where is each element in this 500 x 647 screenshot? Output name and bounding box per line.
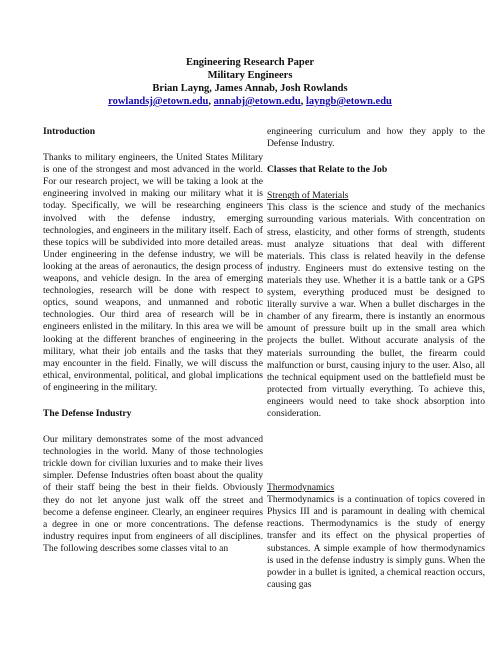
strength-of-materials-subheading: Strength of Materials xyxy=(267,190,349,202)
defense-industry-heading: The Defense Industry xyxy=(43,407,132,419)
email-link-layng[interactable]: layngb@etown.edu xyxy=(305,96,392,107)
right-column xyxy=(267,126,485,605)
paper-header xyxy=(0,56,500,108)
paper-authors: Brian Layng, James Annab, Josh Rowlands xyxy=(152,83,348,94)
email-link-annab[interactable]: annabj@etown.edu xyxy=(213,96,301,107)
email-separator: , xyxy=(300,96,306,107)
paper-title: Engineering Research Paper xyxy=(185,57,315,68)
introduction-heading: Introduction xyxy=(43,126,96,137)
email-separator: , xyxy=(208,96,214,107)
left-column xyxy=(43,126,263,569)
introduction-paragraph: Thanks to military engineers, the United States Military is one of the strongest and most advanced in the world. For our research project, we will be taking a look at the engineering involved in making our military what it is today. Specifically, we will be researching engineers involved with the defense industry, emerging technologies, and engineers in the military itself. Each of these topics will be subdivided into more detailed areas. Under engineering in the defense industry, we will be looking at the areas of aeronautics, the design process of weapons, and vehicle design. In the area of emerging technologies, research will be done with respect to optics, sound weapons, and unmanned and robotic technologies. Our third area of research will be in engineers enlisted in the military. In this area we will be looking at the different branches of engineering in the military, what their job entails and the tasks that they may encounter in the field. Finally, we will discuss the ethical, environmental, political, and global implications of engineering in the military. xyxy=(43,152,263,393)
defense-industry-paragraph: Our military demonstrates some of the most advanced technologies in the world. Many of those technologies trickle down for civilian luxuries and to make their lives simpler. Defense Industries often boast about the quality of their staff being the best in their fields. Obviously they do not let anyone just walk off the street and become a defense engineer. Clearly, an engineer requires a degree in one or more concentrations. The defense industry requires input from engineers of all disciplines. The following describes some classes vital to an xyxy=(43,434,263,554)
thermodynamics-subheading: Thermodynamics xyxy=(267,482,335,494)
email-link-rowlands[interactable]: rowlandsj@etown.edu xyxy=(108,96,209,107)
paper-subtitle: Military Engineers xyxy=(207,70,293,81)
classes-heading: Classes that Relate to the Job xyxy=(267,164,388,176)
author-emails xyxy=(0,95,500,108)
continued-paragraph: engineering curriculum and how they apply to the Defense Industry. xyxy=(267,126,485,150)
thermodynamics-paragraph: Thermodynamics is a continuation of topics covered in Physics III and is paramount in dealing with chemical reactions. Thermodynamics is the study of energy transfer and its effect on the physical properties of substances. A simple example of how thermodynamics is used in the defense industry is simply guns. When the powder in a bullet is ignited, a chemical reaction occurs, causing gas xyxy=(267,494,485,590)
strength-of-materials-paragraph: This class is the science and study of the mechanics surrounding various materials. With concentration on stress, elasticity, and other forms of strength, students must analyze situations that deal with different materials. This class is related heavily in the defense industry. Engineers must do extensive testing on the materials they use. Whether it is a battle tank or a GPS system, everything produced must be designed to literally survive a war. When a bullet discharges in the chamber of any firearm, there is instantly an enormous amount of pressure built up in the small area which projects the bullet. Without accurate analysis of the materials surrounding the bullet, the firearm could malfunction or burst, causing injury to the user. Also, all the technical equipment used on the battlefield must be protected from virtually everything. To achieve this, engineers would need to take shock absorption into consideration. xyxy=(267,202,485,419)
